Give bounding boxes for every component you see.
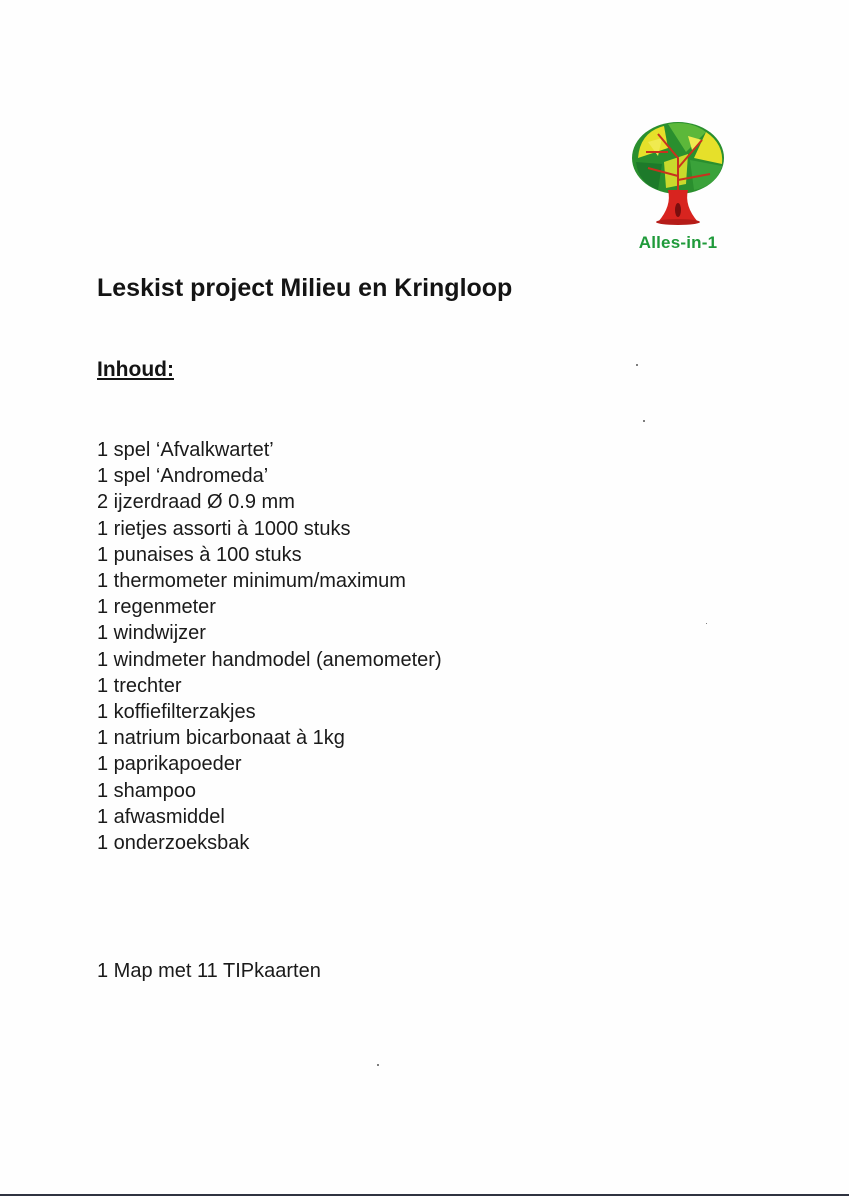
list-item: 1 paprikapoeder xyxy=(97,753,242,776)
tree-logo-icon xyxy=(628,118,728,230)
list-item: 2 ijzerdraad Ø 0.9 mm xyxy=(97,491,295,514)
list-item: 1 onderzoeksbak xyxy=(97,832,250,855)
scan-speck xyxy=(636,364,638,366)
contents-list xyxy=(97,437,442,856)
scan-speck xyxy=(706,623,707,624)
list-item: 1 spel ‘Andromeda’ xyxy=(97,465,269,488)
list-item: 1 trechter xyxy=(97,674,182,697)
list-item: 1 rietjes assorti à 1000 stuks xyxy=(97,517,351,540)
page-edge xyxy=(0,1194,849,1196)
list-item: 1 windwijzer xyxy=(97,622,206,645)
list-item: 1 koffiefilterzakjes xyxy=(97,701,256,724)
list-item: 1 punaises à 100 stuks xyxy=(97,543,302,566)
scan-speck xyxy=(643,420,645,422)
document-title: Leskist project Milieu en Kringloop xyxy=(97,274,513,302)
list-item: 1 shampoo xyxy=(97,779,196,802)
list-item: 1 windmeter handmodel (anemometer) xyxy=(97,648,442,671)
list-item: 1 afwasmiddel xyxy=(97,805,225,828)
tip-cards-item: 1 Map met 11 TIPkaarten xyxy=(97,960,321,982)
logo-text: Alles-in-1 xyxy=(638,233,718,252)
list-item: 1 natrium bicarbonaat à 1kg xyxy=(97,727,345,750)
scan-speck xyxy=(377,1064,379,1066)
list-item: 1 spel ‘Afvalkwartet’ xyxy=(97,439,274,461)
list-item: 1 regenmeter xyxy=(97,596,216,619)
list-item: 1 thermometer minimum/maximum xyxy=(97,570,406,593)
contents-heading: Inhoud: xyxy=(97,358,174,381)
logo xyxy=(622,118,734,258)
